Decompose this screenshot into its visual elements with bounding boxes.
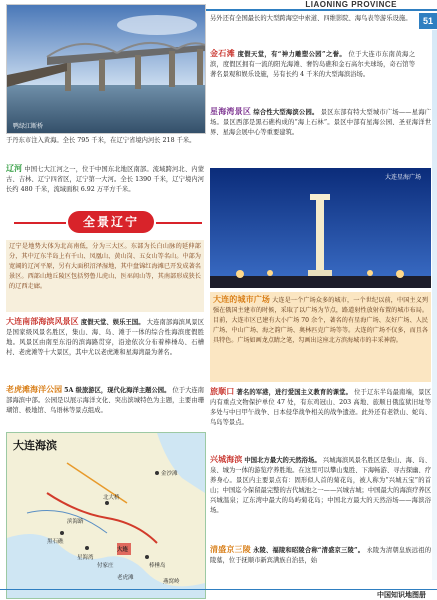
banner-rule-left xyxy=(14,222,66,224)
qingshengsi-heading: 清盛京三陵 xyxy=(210,544,251,554)
banner-rule-right xyxy=(156,222,202,224)
lushun-tag: 著名的军港，进行爱国主义教育的课堂。 xyxy=(236,389,352,396)
lushun-text: 位于辽东半岛最南端，景区内有重点文物保护单位 47 处，有东鸡冠山、203 高地、旅顺日俄监狱旧址等多处与中日甲午战争、日本侵华战争相关的战争遗迹。此外还有老铁山、蛇岛、鸟岛等景点。 xyxy=(210,389,431,426)
xinghai-square-photo xyxy=(210,168,431,288)
laohutan-tag: 5A 级旅游区，现代化海洋主题公园。 xyxy=(64,387,171,394)
qingshengsi-text: 永陵为清朝皇族远祖的陵墓，位于抚顺市新宾满族自治县，始 xyxy=(210,547,431,564)
header-title: LIAONING PROVINCE xyxy=(305,0,397,9)
jinshitan-text: 位于大连市东南黄海之滨，度假区拥有一流的阳光海滩、奢钓岛礁和金石高尔夫球场，奇石馆等著名景观和娱乐设施，另有长约 4 千米的大型海滨浴场。 xyxy=(210,51,416,78)
bridge-photo xyxy=(6,4,206,134)
liaohe-heading: 辽河 xyxy=(6,163,23,173)
xingcheng-tag: 中国北方最大的天然浴场。 xyxy=(244,457,321,464)
laohutan-section xyxy=(6,384,204,416)
liaohe-section xyxy=(6,163,204,195)
xinghai-heading: 星海湾景区 xyxy=(210,106,252,116)
dalian-south-section xyxy=(6,316,204,358)
dalian-coast-map xyxy=(6,432,206,599)
map-label: 棒棰岛 xyxy=(149,563,166,569)
dalian-south-tag: 度假天堂、娱乐王国。 xyxy=(80,319,145,326)
map-label: 大连 xyxy=(117,547,129,553)
xinghai-tag: 综合性大型海滨公园。 xyxy=(253,109,319,116)
laohutan-heading: 老虎滩海洋公园 xyxy=(6,384,63,394)
jinshitan-section xyxy=(210,48,415,80)
map-label: 黑石礁 xyxy=(47,539,64,545)
map-label: 北大桥 xyxy=(103,495,120,501)
header-rule xyxy=(205,9,437,11)
bridge-photo-caption: 鸭绿江断桥 xyxy=(13,123,44,130)
city-square-text: 大连是一个广场众多的城市，一个世纪以前，中国主义列强在俄国主建市的时候，采取了以广场为节点，路道射性放射布置的城市布局。目前，大连市区已建有大小广场 70 余个，著名的有星海广场、友好广场、人民广场、中山广场、海之韵广场、奥林匹克广场等等。大连的广场不仅多，而且各具特色。广场如画龙点睛之笔，勾画出这座北方滨海城市的丰采神韵。 xyxy=(213,297,429,344)
footer-title: 中国知识地图册 xyxy=(374,590,429,600)
dandong-paragraph: 于丹东市注入黄海。全长 795 千米，在辽宁省境内河长 218 千米。 xyxy=(6,137,196,144)
laohutan-text: 位于大连南部海滨中部。公园是以展示海洋文化、突出滨城特色为主题，主要由珊瑚馆、极地馆、鸟语林等景点组成。 xyxy=(6,387,204,414)
banner-title: 全景辽宁 xyxy=(68,211,154,233)
dalian-south-text: 大连南部海滨风景区是国家级风景名胜区，集山、海、岛、滩于一体的综合性海滨度假胜地。风景区由南至东沿的滨海路贯穿，沿途依次分布着棒棰岛、石槽村、老虎滩等十大景区，其中尤以老虎滩和星海湾最为著名。 xyxy=(6,319,205,356)
xingcheng-section xyxy=(210,454,431,516)
side-strip xyxy=(432,30,437,580)
top-paragraph: 另外还有全国最长的大型跨海空中索道、四维影院、海鸟表等游乐设施。 xyxy=(210,15,412,22)
map-label: 滨海路 xyxy=(67,519,84,525)
liaohe-text: 中国七大江河之一，位于中国东北地区南部。流域跨河北、内蒙古、吉林、辽宁四省区，辽宁第一大河。全长 1390 千米，辽宁境内河长约 480 千米，流域面积 6.92 万平方千米。 xyxy=(6,166,204,193)
map-label: 星海湾 xyxy=(77,555,94,561)
xinghai-photo-caption: 大连星海广场 xyxy=(384,174,421,181)
map-label: 燕窝岭 xyxy=(163,579,180,585)
map-label: 金沙滩 xyxy=(161,471,178,477)
jinshitan-heading: 金石滩 xyxy=(210,48,236,58)
footer-rule xyxy=(0,589,437,590)
terrain-intro-box: 辽宁是地势大体为北高南低，分为三大区。东部为长白山脉的延伸部分，其中辽东半岛上有千山、凤凰山、黄山岗、五女山等名山。中部为宽阔的辽河平原，另有大面积沼泽湿地，其中盘锦红海滩已开发成著名景区。西部山地丘陵区包括努鲁儿虎山、医巫闾山等，其南部形成狭长的辽西走廊。 xyxy=(6,240,204,312)
map-title: 大连海滨 xyxy=(13,439,57,452)
map-label: 付家庄 xyxy=(97,563,114,569)
city-square-box xyxy=(210,292,431,382)
qingshengsi-section xyxy=(210,544,431,566)
qingshengsi-tag: 永陵、福陵和昭陵合称“清盛京三陵”。 xyxy=(253,547,365,554)
xinghai-section xyxy=(210,106,431,138)
lushun-section xyxy=(210,386,431,428)
jinshitan-tag: 度假天堂，有“神力雕塑公园”之誉。 xyxy=(237,51,347,58)
city-square-heading: 大连的城市广场 xyxy=(213,294,271,304)
xingcheng-heading: 兴城海滨 xyxy=(210,454,243,464)
xinghai-text: 景区东部有特大型城市广场——星海广场。景区西部是黑石礁构成的“海上石林”。景区中部有星海公园、圣亚海洋世界、星海会展中心等重要建筑。 xyxy=(210,109,432,136)
dalian-south-heading: 大连南部海滨风景区 xyxy=(6,316,79,326)
page-number: 51 xyxy=(419,13,437,29)
map-label: 老虎滩 xyxy=(117,575,134,581)
lushun-heading: 旅顺口 xyxy=(210,386,235,396)
xingcheng-text: 兴城海滨风景名胜区是集山、海、岛、泉、城为一体的游览疗养胜地。在这里可以攀山鬼胜、下海畅游、寻古探幽、疗养身心。景区内主要景点有：固形似人首的菊花岛，被人称为“兴城五宝”的首山；中国迄今保留最完整的古代城池之一——兴城古城；中国最大的海滨疗养区兴城温泉；辽东湾中最大的岛屿菊花岛；中国北方最大的天然浴场——海滨浴场。 xyxy=(210,457,432,514)
